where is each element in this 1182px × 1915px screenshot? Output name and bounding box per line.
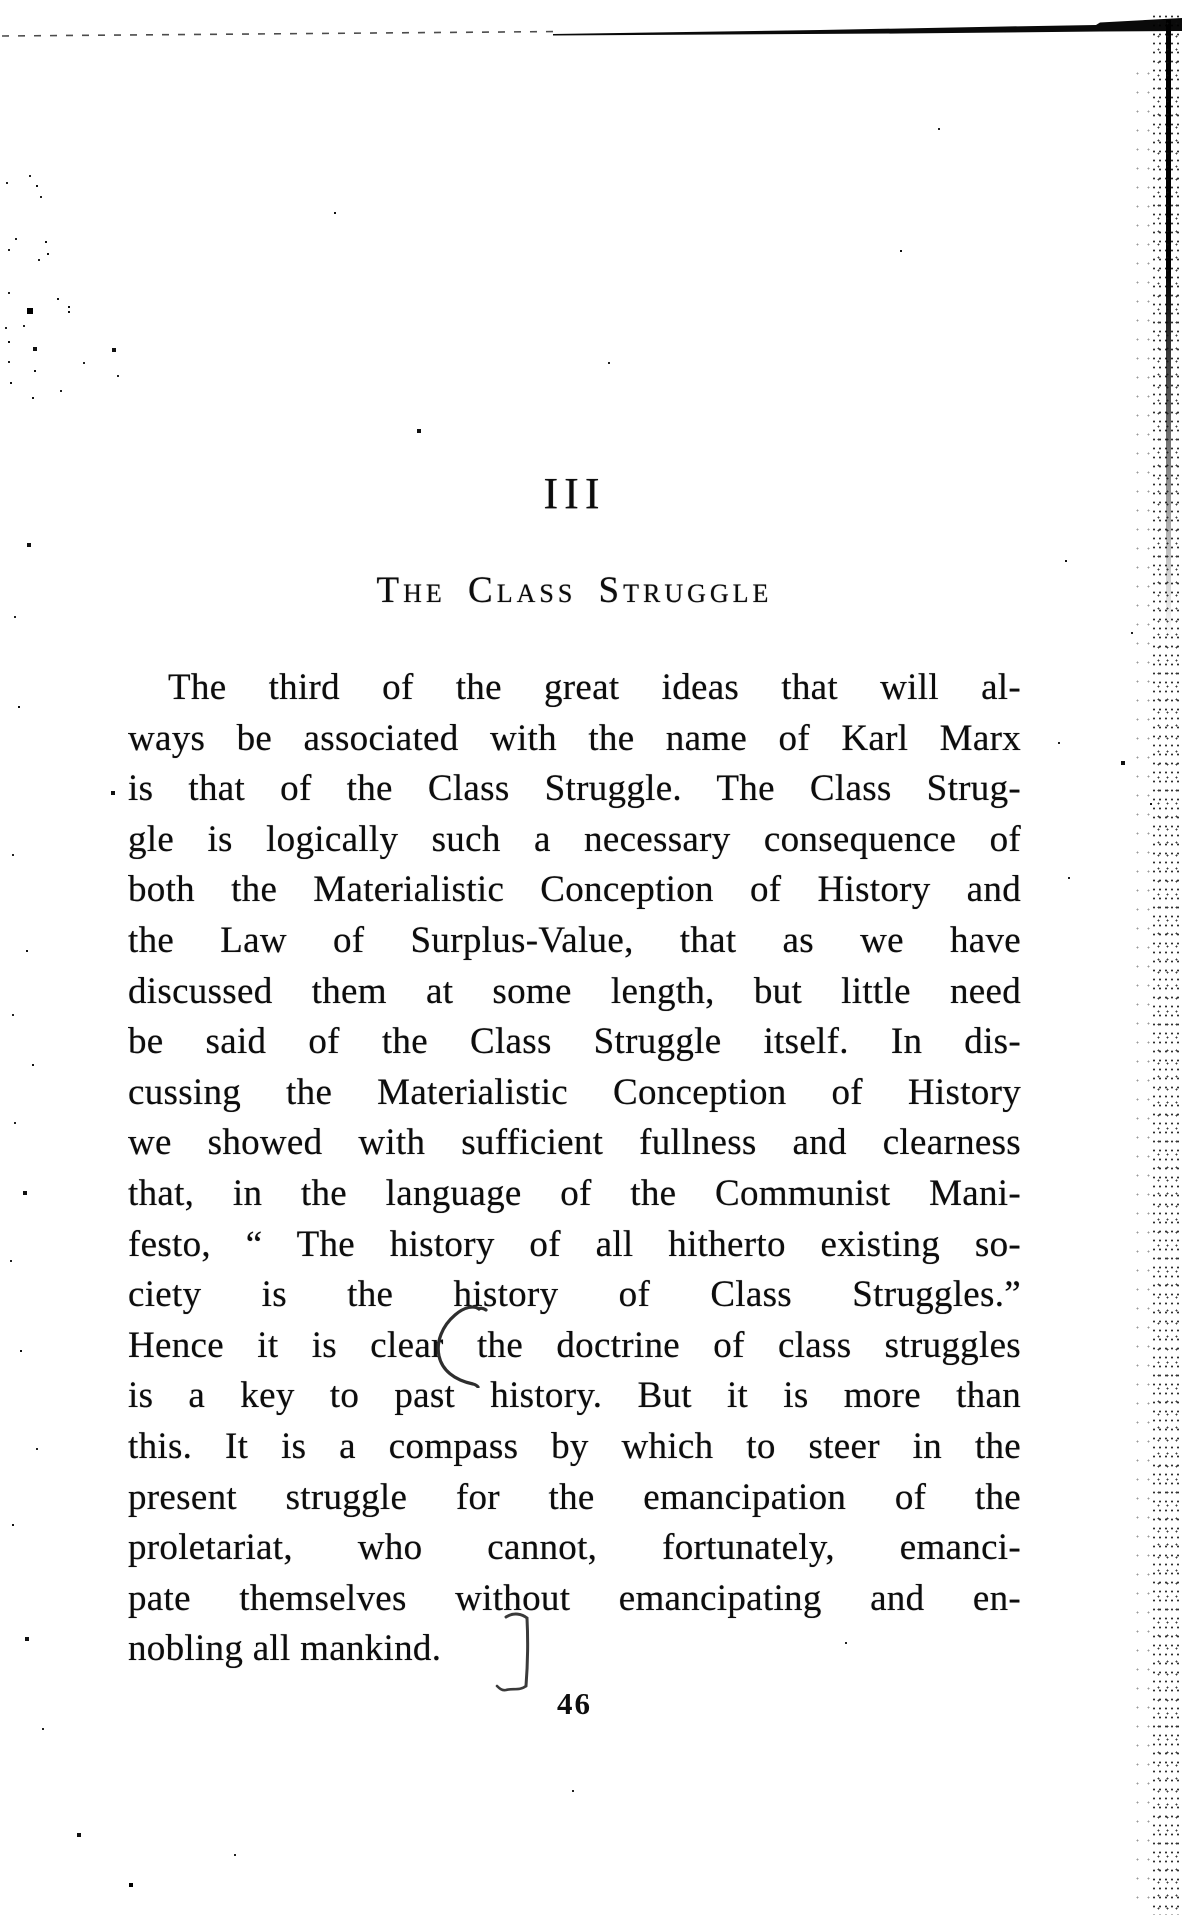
text-line: Hence it is clear the doctrine of class struggles bbox=[128, 1324, 1021, 1366]
text-line: pate themselves without emancipating and en- bbox=[128, 1577, 1021, 1619]
text-line: be said of the Class Struggle itself. In dis- bbox=[128, 1021, 1021, 1063]
text-line: is a key to past history. But it is more than bbox=[128, 1375, 1021, 1417]
text-line: we showed with sufficient fullness and clearness bbox=[128, 1122, 1021, 1164]
handwritten-open-brace-mark bbox=[428, 1304, 488, 1388]
text-line: discussed them at some length, but little need bbox=[128, 970, 1021, 1012]
text-line: The third of the great ideas that will al- bbox=[168, 667, 1021, 708]
page-edge-top-artifact bbox=[0, 0, 1182, 44]
handwritten-close-bracket-mark bbox=[494, 1610, 542, 1696]
text-line: proletariat, who cannot, fortunately, emanci- bbox=[128, 1527, 1021, 1569]
body-text bbox=[128, 663, 1021, 1675]
chapter-title: The Class Struggle bbox=[376, 570, 773, 611]
text-line: is that of the Class Struggle. The Class Strug- bbox=[128, 768, 1021, 810]
text-line: the Law of Surplus-Value, that as we have bbox=[128, 919, 1021, 961]
text-line: nobling all mankind. bbox=[128, 1628, 442, 1670]
chapter-number: III bbox=[543, 469, 606, 518]
text-line: present struggle for the emancipation of the bbox=[128, 1476, 1021, 1518]
text-line: both the Materialistic Conception of History and bbox=[128, 869, 1021, 911]
scan-speckles bbox=[0, 0, 2, 2]
text-line: that, in the language of the Communist Mani- bbox=[128, 1172, 1021, 1214]
gutter-noise-fringe bbox=[1130, 60, 1154, 1905]
text-line: gle is logically such a necessary consequence of bbox=[128, 818, 1021, 860]
text-line: cussing the Materialistic Conception of History bbox=[128, 1071, 1021, 1113]
text-line: ways be associated with the name of Karl Marx bbox=[128, 717, 1021, 759]
page-number: 46 bbox=[557, 1686, 592, 1721]
text-line: ciety is the history of Class Struggles.” bbox=[128, 1274, 1021, 1316]
text-line: this. It is a compass by which to steer in the bbox=[128, 1425, 1021, 1467]
text-line: festo, “ The history of all hitherto existing so- bbox=[128, 1223, 1021, 1265]
gutter-noise-band bbox=[1151, 12, 1182, 1915]
